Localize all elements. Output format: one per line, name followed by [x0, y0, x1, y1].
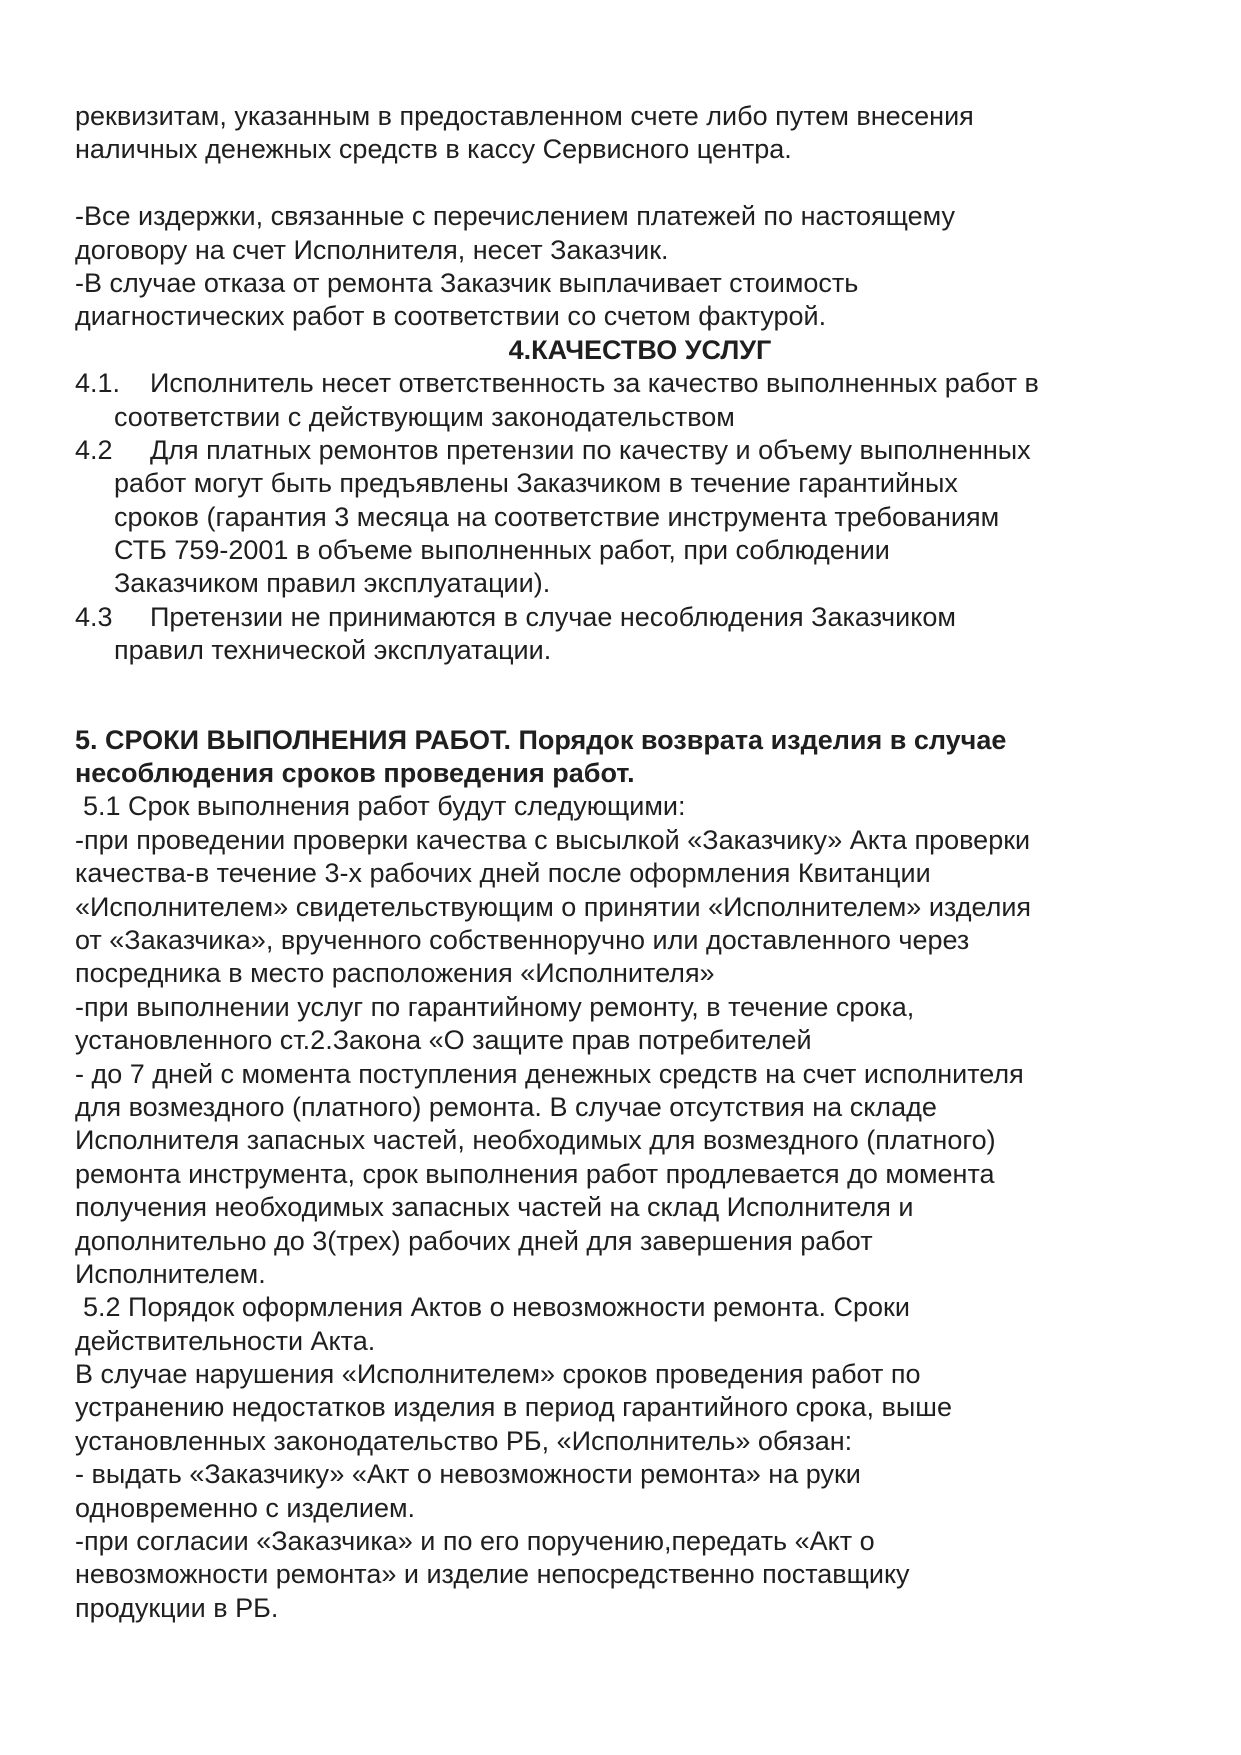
- payment-paragraph: [75, 200, 1185, 334]
- text-line: Заказчиком правил эксплуатации).: [114, 568, 551, 599]
- subsection-5-1-title: 5.1 Срок выполнения работ будут следующими:: [83, 791, 686, 822]
- text-line: Претензии не принимаются в случае несоблюдения Заказчиком: [150, 601, 956, 632]
- text-line: -при согласии «Заказчика» и по его поручению,передать «Акт о: [75, 1526, 875, 1557]
- intro-paragraph: [75, 100, 1185, 167]
- section-4-item: [75, 367, 1185, 434]
- text-line: ремонта инструмента, срок выполнения работ продлевается до момента: [75, 1158, 995, 1189]
- text-line: соответствии с действующим законодательством: [114, 401, 735, 432]
- text-line: установленного ст.2.Закона «О защите прав потребителей: [75, 1025, 812, 1056]
- item-number: 4.3: [75, 601, 113, 632]
- section-4-item: [75, 434, 1185, 601]
- text-line: диагностических работ в соответствии со счетом фактурой.: [75, 301, 827, 332]
- text-line: -Все издержки, связанные с перечислением платежей по настоящему: [75, 201, 955, 232]
- item-number: 4.2: [75, 434, 113, 465]
- subsection-5-2-title: 5.2 Порядок оформления Актов о невозможности ремонта. Сроки: [83, 1292, 910, 1323]
- section-4-heading: 4.КАЧЕСТВО УСЛУГ: [508, 334, 772, 365]
- text-line: установленных законодательство РБ, «Исполнитель» обязан:: [75, 1425, 853, 1456]
- text-line: Исполнителем.: [75, 1258, 266, 1289]
- text-line: дополнительно до 3(трех) рабочих дней для завершения работ: [75, 1225, 873, 1256]
- text-line: невозможности ремонта» и изделие непосредственно поставщику: [75, 1559, 910, 1590]
- text-line: Исполнитель несет ответственность за качество выполненных работ в: [150, 368, 1039, 399]
- section-4-item: [75, 601, 1185, 668]
- text-line: одновременно с изделием.: [75, 1492, 416, 1523]
- section-5-body: [75, 790, 1185, 1625]
- text-line: Для платных ремонтов претензии по качеству и объему выполненных: [150, 434, 1031, 465]
- text-line: работ могут быть предъявлены Заказчиком в течение гарантийных: [114, 468, 958, 499]
- text-line: В случае нарушения «Исполнителем» сроков проведения работ по: [75, 1359, 921, 1390]
- text-line: «Исполнителем» свидетельствующим о принятии «Исполнителем» изделия: [75, 891, 1032, 922]
- text-line: -при проведении проверки качества с высылкой «Заказчику» Акта проверки: [75, 824, 1031, 855]
- text-line: - выдать «Заказчику» «Акт о невозможности ремонта» на руки: [75, 1459, 861, 1490]
- heading-line: несоблюдения сроков проведения работ.: [75, 758, 635, 789]
- text-line: Исполнителя запасных частей, необходимых для возмездного (платного): [75, 1125, 996, 1156]
- spacer: [75, 668, 1185, 724]
- text-line: посредника в место расположения «Исполнителя»: [75, 958, 715, 989]
- text-line: устранению недостатков изделия в период гарантийного срока, выше: [75, 1392, 952, 1423]
- text-line: -при выполнении услуг по гарантийному ремонту, в течение срока,: [75, 991, 915, 1022]
- heading-line: 5. СРОКИ ВЫПОЛНЕНИЯ РАБОТ. Порядок возврата изделия в случае: [75, 724, 1007, 755]
- text-line: СТБ 759-2001 в объеме выполненных работ, при соблюдении: [114, 535, 890, 566]
- item-number: 4.1.: [75, 368, 121, 399]
- text-line: - до 7 дней с момента поступления денежных средств на счет исполнителя: [75, 1058, 1024, 1089]
- text-line: -В случае отказа от ремонта Заказчик выплачивает стоимость: [75, 267, 859, 298]
- text-line: получения необходимых запасных частей на склад Исполнителя и: [75, 1192, 914, 1223]
- text-line: реквизитам, указанным в предоставленном счете либо путем внесения: [75, 101, 974, 131]
- text-line: качества-в течение 3-х рабочих дней после оформления Квитанции: [75, 858, 931, 889]
- text-line: правил технической эксплуатации.: [114, 635, 552, 666]
- text-line: сроков (гарантия 3 месяца на соответствие инструмента требованиям: [114, 501, 1000, 532]
- text-line: продукции в РБ.: [75, 1592, 279, 1623]
- text-line: наличных денежных средств в кассу Сервисного центра.: [75, 134, 792, 165]
- text-line: для возмездного (платного) ремонта. В случае отсутствия на складе: [75, 1091, 937, 1122]
- section-5-heading: [75, 724, 1185, 791]
- text-line: от «Заказчика», врученного собственноручно или доставленного через: [75, 924, 970, 955]
- text-line: договору на счет Исполнителя, несет Заказчик.: [75, 234, 669, 265]
- spacer: [75, 167, 1185, 200]
- document-page: [75, 100, 1185, 1625]
- text-line: действительности Акта.: [75, 1325, 376, 1356]
